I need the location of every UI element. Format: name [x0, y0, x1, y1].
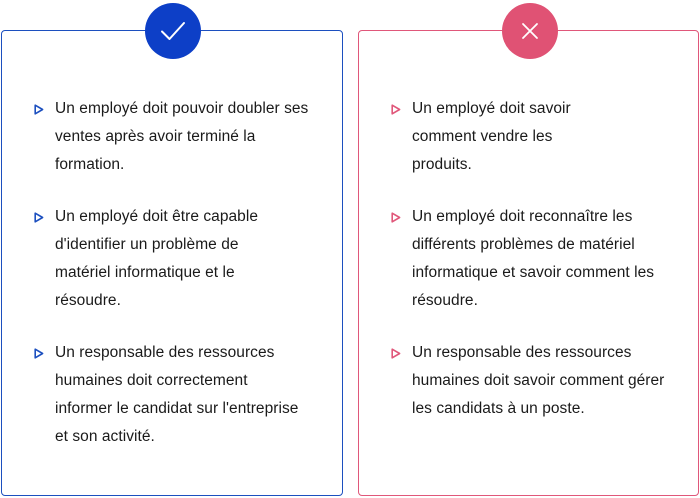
list-item-text: Un employé doit pouvoir doubler ses ventes après avoir terminé la formation. — [55, 100, 309, 173]
bad-example-card — [358, 30, 699, 496]
triangle-bullet-icon — [391, 212, 401, 223]
list-item — [412, 203, 687, 315]
list-item-text: Un responsable des ressources humaines doit savoir comment gérer les candidats à un poste. — [412, 344, 665, 417]
list-item — [412, 95, 597, 179]
triangle-bullet-icon — [391, 348, 401, 359]
triangle-bullet-icon — [34, 104, 44, 115]
list-item — [55, 203, 280, 315]
list-item-text: Un employé doit être capable d'identifier un problème de matériel informatique et le résoudre. — [55, 208, 259, 309]
cross-badge — [502, 3, 558, 59]
list-item-text: Un responsable des ressources humaines doit correctement informer le candidat sur l'entreprise et son activité. — [55, 344, 299, 445]
checkmark-badge — [145, 3, 201, 59]
good-example-card — [1, 30, 343, 496]
list-item-text: Un employé doit savoir comment vendre les produits. — [412, 100, 571, 173]
checkmark-icon — [159, 20, 187, 42]
list-item — [55, 95, 317, 179]
triangle-bullet-icon — [34, 212, 44, 223]
cross-icon — [520, 21, 540, 41]
triangle-bullet-icon — [391, 104, 401, 115]
list-item — [55, 339, 305, 451]
list-item-text: Un employé doit reconnaître les différents problèmes de matériel informatique et savoir comment les résoudre. — [412, 208, 655, 309]
triangle-bullet-icon — [34, 348, 44, 359]
list-item — [412, 339, 682, 423]
